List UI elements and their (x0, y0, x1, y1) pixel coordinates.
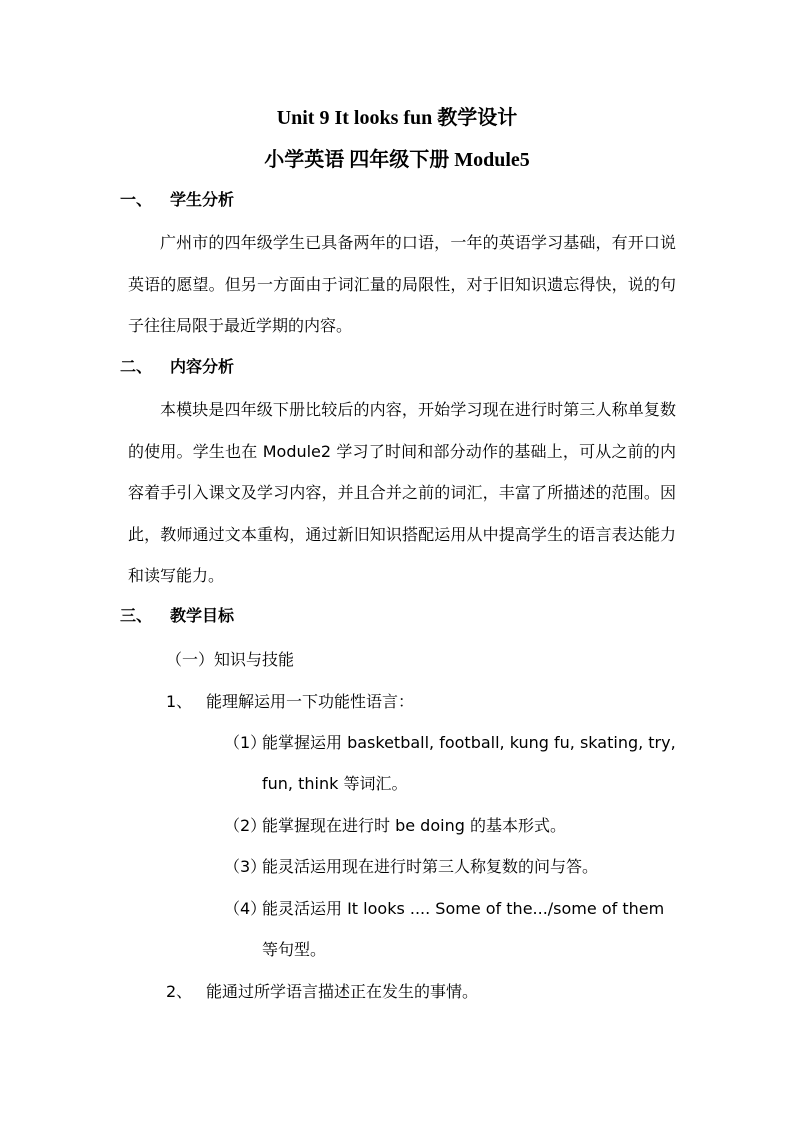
objective-item-1-text: 能理解运用一下功能性语言： (206, 692, 415, 711)
section2-title: 内容分析 (170, 357, 235, 376)
section1-paragraph: 广州市的四年级学生已具备两年的口语，一年的英语学习基础，有开口说英语的愿望。但另一方面由于词汇量的局限性，对于旧知识遗忘得快，说的句子往往局限于最近学期的内容。 (128, 233, 676, 335)
document-subtitle: 小学英语 四年级下册 Module5 (264, 149, 530, 171)
sub-item-1-number: （1） (224, 733, 267, 752)
sub-item-2-text: 能掌握现在进行时 be doing 的基本形式。 (262, 816, 566, 835)
objective-item-2-number: 2、 (166, 982, 193, 1001)
sub-item-2-number: （2） (224, 816, 267, 835)
section1-title: 学生分析 (170, 190, 235, 209)
section3-title: 教学目标 (170, 606, 235, 625)
objective-item-2 (166, 980, 478, 1004)
section1-number: 一、 (120, 190, 153, 209)
knowledge-skills-subheading: （一）知识与技能 (166, 650, 295, 669)
sub-item-1-text: 能掌握运用 basketball, football, kung fu, skating, try, (262, 733, 676, 752)
sub-item-4 (224, 897, 664, 921)
section3-number: 三、 (120, 606, 153, 625)
objective-item-1-number: 1、 (166, 692, 193, 711)
sub-item-1 (224, 731, 676, 755)
section2-number: 二、 (120, 357, 153, 376)
section3-heading (120, 604, 234, 628)
sub-item-3-number: （3） (224, 857, 267, 876)
sub-item-4-number: （4） (224, 899, 267, 918)
objective-item-1 (166, 690, 414, 714)
section2-heading (120, 355, 234, 379)
sub-item-3 (224, 855, 598, 879)
sub-item-1-continuation: fun, think 等词汇。 (262, 774, 408, 793)
section1-heading (120, 188, 234, 212)
document-title: Unit 9 It looks fun 教学设计 (276, 107, 518, 129)
section2-paragraph: 本模块是四年级下册比较后的内容，开始学习现在进行时第三人称单复数的使用。学生也在 Module2 学习了时间和部分动作的基础上，可从之前的内容着手引入课文及学习内容，并且合并之前的词汇，丰富了所描述的范围。因此，教师通过文本重构，通过新旧知识搭配运用从中提高学生的语言表达能力和读写能力。 (128, 400, 676, 585)
sub-item-4-continuation: 等句型。 (262, 940, 327, 959)
sub-item-4-text: 能灵活运用 It looks .... Some of the.../some of them (262, 899, 665, 918)
sub-item-3-text: 能灵活运用现在进行时第三人称复数的问与答。 (262, 857, 599, 876)
objective-item-2-text: 能通过所学语言描述正在发生的事情。 (206, 982, 479, 1001)
sub-item-2 (224, 814, 566, 838)
